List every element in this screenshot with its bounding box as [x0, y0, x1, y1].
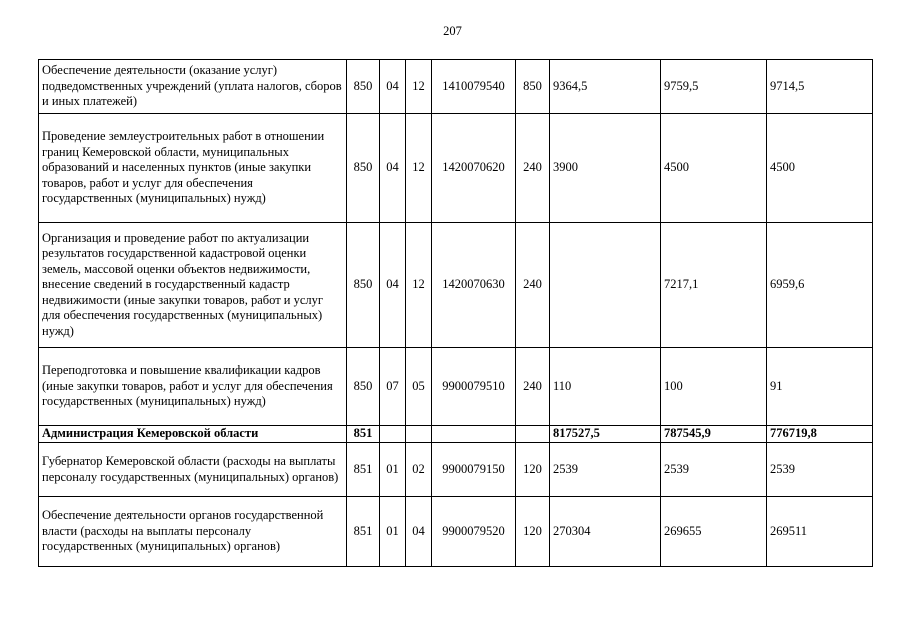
row-expense-cell: 240 [516, 223, 550, 348]
row-code-cell: 850 [347, 223, 380, 348]
row-value-2-cell: 100 [661, 348, 767, 426]
row-value-3-cell: 4500 [767, 114, 873, 223]
row-value-1-cell [550, 223, 661, 348]
row-expense-cell [516, 426, 550, 443]
row-name-cell: Администрация Кемеровской области [39, 426, 347, 443]
row-subsection-cell: 02 [406, 443, 432, 497]
row-value-3-cell: 91 [767, 348, 873, 426]
row-name-cell: Проведение землеустроительных работ в отношении границ Кемеровской области, муниципальных образований и населенных пунктов (иные закупки товаров, работ и услуг для обеспечения государственных (муниципальных) нужд) [39, 114, 347, 223]
row-value-2-cell: 787545,9 [661, 426, 767, 443]
row-subsection-cell [406, 426, 432, 443]
row-target-cell: 1420070620 [432, 114, 516, 223]
table-row [39, 348, 873, 426]
row-section-cell [380, 426, 406, 443]
table-row [39, 443, 873, 497]
row-value-2-cell: 4500 [661, 114, 767, 223]
row-value-3-cell: 6959,6 [767, 223, 873, 348]
row-name-cell: Переподготовка и повышение квалификации кадров (иные закупки товаров, работ и услуг для обеспечения государственных (муниципальных) нужд) [39, 348, 347, 426]
row-section-cell: 07 [380, 348, 406, 426]
row-expense-cell: 120 [516, 443, 550, 497]
page-number: 207 [443, 24, 462, 38]
row-section-cell: 01 [380, 497, 406, 567]
table-row [39, 223, 873, 348]
row-code-cell: 851 [347, 497, 380, 567]
table-row [39, 497, 873, 567]
row-value-3-cell: 2539 [767, 443, 873, 497]
row-value-2-cell: 2539 [661, 443, 767, 497]
row-value-1-cell: 817527,5 [550, 426, 661, 443]
row-subsection-cell: 12 [406, 114, 432, 223]
table-row [39, 114, 873, 223]
row-value-1-cell: 270304 [550, 497, 661, 567]
row-name-cell: Обеспечение деятельности (оказание услуг) подведомственных учреждений (уплата налогов, сборов и иных платежей) [39, 60, 347, 114]
row-value-1-cell: 2539 [550, 443, 661, 497]
row-name-cell: Организация и проведение работ по актуализации результатов государственной кадастровой оценки земель, массовой оценки объектов недвижимости, внесение сведений в государственный кадастр недвижимости (иные закупки товаров, работ и услуг для обеспечения государственных (муниципальных) нужд) [39, 223, 347, 348]
row-target-cell: 1410079540 [432, 60, 516, 114]
row-subsection-cell: 12 [406, 223, 432, 348]
row-code-cell: 850 [347, 348, 380, 426]
table-row [39, 426, 873, 443]
row-name-cell: Губернатор Кемеровской области (расходы на выплаты персоналу государственных (муниципальных) органов) [39, 443, 347, 497]
row-value-1-cell: 110 [550, 348, 661, 426]
row-value-3-cell: 9714,5 [767, 60, 873, 114]
row-value-3-cell: 269511 [767, 497, 873, 567]
table-row [39, 60, 873, 114]
table-body [39, 60, 873, 567]
row-code-cell: 850 [347, 60, 380, 114]
row-expense-cell: 120 [516, 497, 550, 567]
row-value-1-cell: 9364,5 [550, 60, 661, 114]
row-section-cell: 04 [380, 223, 406, 348]
row-value-2-cell: 9759,5 [661, 60, 767, 114]
row-target-cell: 9900079150 [432, 443, 516, 497]
row-expense-cell: 850 [516, 60, 550, 114]
row-target-cell: 9900079520 [432, 497, 516, 567]
row-value-3-cell: 776719,8 [767, 426, 873, 443]
budget-table [38, 59, 873, 567]
row-section-cell: 04 [380, 60, 406, 114]
row-section-cell: 01 [380, 443, 406, 497]
row-target-cell: 1420070630 [432, 223, 516, 348]
row-value-2-cell: 269655 [661, 497, 767, 567]
row-code-cell: 851 [347, 426, 380, 443]
row-value-1-cell: 3900 [550, 114, 661, 223]
row-subsection-cell: 04 [406, 497, 432, 567]
row-value-2-cell: 7217,1 [661, 223, 767, 348]
row-target-cell: 9900079510 [432, 348, 516, 426]
row-expense-cell: 240 [516, 348, 550, 426]
row-target-cell [432, 426, 516, 443]
row-expense-cell: 240 [516, 114, 550, 223]
row-code-cell: 851 [347, 443, 380, 497]
row-name-cell: Обеспечение деятельности органов государственной власти (расходы на выплаты персоналу государственных (муниципальных) органов) [39, 497, 347, 567]
row-subsection-cell: 12 [406, 60, 432, 114]
row-code-cell: 850 [347, 114, 380, 223]
row-section-cell: 04 [380, 114, 406, 223]
row-subsection-cell: 05 [406, 348, 432, 426]
